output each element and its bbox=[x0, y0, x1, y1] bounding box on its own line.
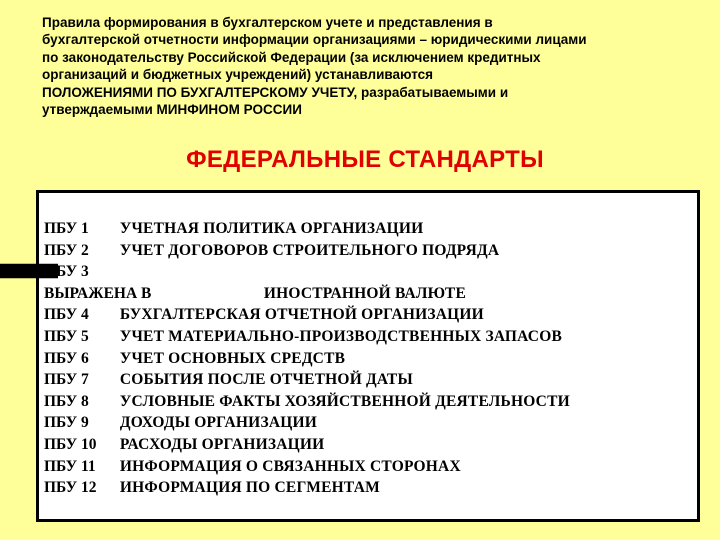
intro-line: бухгалтерской отчетности информации организациями – юридическими лицами bbox=[42, 32, 587, 48]
standard-title-part: ИНОСТРАННОЙ ВАЛЮТЕ bbox=[263, 284, 466, 302]
standard-row-pbu-12 bbox=[44, 477, 570, 499]
standard-row-pbu-3 bbox=[44, 261, 570, 283]
intro-paragraph bbox=[42, 14, 682, 118]
standard-code: ПБУ 12 bbox=[44, 479, 97, 497]
standard-title: ИНФОРМАЦИЯ ПО СЕГМЕНТАМ bbox=[119, 479, 380, 497]
standard-code: ПБУ 9 bbox=[44, 414, 89, 432]
standard-row-pbu-7 bbox=[44, 369, 570, 391]
standard-row-pbu-5 bbox=[44, 326, 570, 348]
standard-row-pbu-6 bbox=[44, 348, 570, 370]
standard-title: УЧЕТ ОСНОВНЫХ СРЕДСТВ bbox=[119, 349, 346, 367]
standard-row-pbu-10 bbox=[44, 434, 570, 456]
standard-code: ПБУ 6 bbox=[44, 349, 89, 367]
standard-row-pbu-2 bbox=[44, 240, 570, 262]
intro-line: утверждаемыми МИНФИНОМ РОССИИ bbox=[42, 102, 302, 118]
standard-code: ПБУ 1 bbox=[44, 220, 89, 237]
standard-code: ПБУ 11 bbox=[44, 457, 96, 475]
standard-title: УЧЕТ ДОГОВОРОВ СТРОИТЕЛЬНОГО ПОДРЯДА bbox=[119, 241, 500, 259]
standard-code: ПБУ 10 bbox=[44, 435, 97, 453]
standard-title: ДОХОДЫ ОРГАНИЗАЦИИ bbox=[119, 414, 317, 432]
standard-row-pbu-4 bbox=[44, 304, 570, 326]
standard-title-part: ВЫРАЖЕНА В bbox=[44, 284, 152, 302]
standards-list bbox=[44, 218, 570, 499]
standard-code: ПБУ 4 bbox=[44, 306, 89, 324]
standard-row-pbu-1 bbox=[44, 218, 570, 240]
standard-title: БУХГАЛТЕРСКАЯ ОТЧЕТНОЙ ОРГАНИЗАЦИИ bbox=[119, 306, 484, 324]
intro-line: ПОЛОЖЕНИЯМИ ПО БУХГАЛТЕРСКОМУ УЧЕТУ, разрабатываемыми и bbox=[42, 84, 509, 100]
standard-code: ПБУ 2 bbox=[44, 241, 89, 259]
section-heading: ФЕДЕРАЛЬНЫЕ СТАНДАРТЫ bbox=[186, 146, 544, 173]
standard-title: РАСХОДЫ ОРГАНИЗАЦИИ bbox=[119, 435, 325, 453]
standard-code: ПБУ 3 bbox=[44, 263, 89, 281]
standard-code: ПБУ 8 bbox=[44, 392, 89, 410]
standard-title: УЧЕТ МАТЕРИАЛЬНО-ПРОИЗВОДСТВЕННЫХ ЗАПАСОВ bbox=[119, 327, 562, 345]
standard-row-pbu-3-continued bbox=[44, 283, 570, 305]
standard-row-pbu-11 bbox=[44, 456, 570, 478]
standard-row-pbu-8 bbox=[44, 391, 570, 413]
intro-line: Правила формирования в бухгалтерском учете и представления в bbox=[42, 15, 493, 30]
standard-code: ПБУ 5 bbox=[44, 327, 89, 345]
standard-title: ИНФОРМАЦИЯ О СВЯЗАННЫХ СТОРОНАХ bbox=[119, 457, 461, 475]
standard-code: ПБУ 7 bbox=[44, 371, 89, 389]
intro-line: организаций и бюджетных учреждений) устанавливаются bbox=[42, 67, 434, 83]
standard-title: СОБЫТИЯ ПОСЛЕ ОТЧЕТНОЙ ДАТЫ bbox=[119, 371, 413, 389]
standard-title: УСЛОВНЫЕ ФАКТЫ ХОЗЯЙСТВЕННОЙ ДЕЯТЕЛЬНОСТИ bbox=[119, 392, 570, 410]
standard-row-pbu-9 bbox=[44, 412, 570, 434]
standard-title: УЧЕТНАЯ ПОЛИТИКА ОРГАНИЗАЦИИ bbox=[119, 220, 424, 237]
intro-line: по законодательству Российской Федерации (за исключением кредитных bbox=[42, 49, 541, 65]
